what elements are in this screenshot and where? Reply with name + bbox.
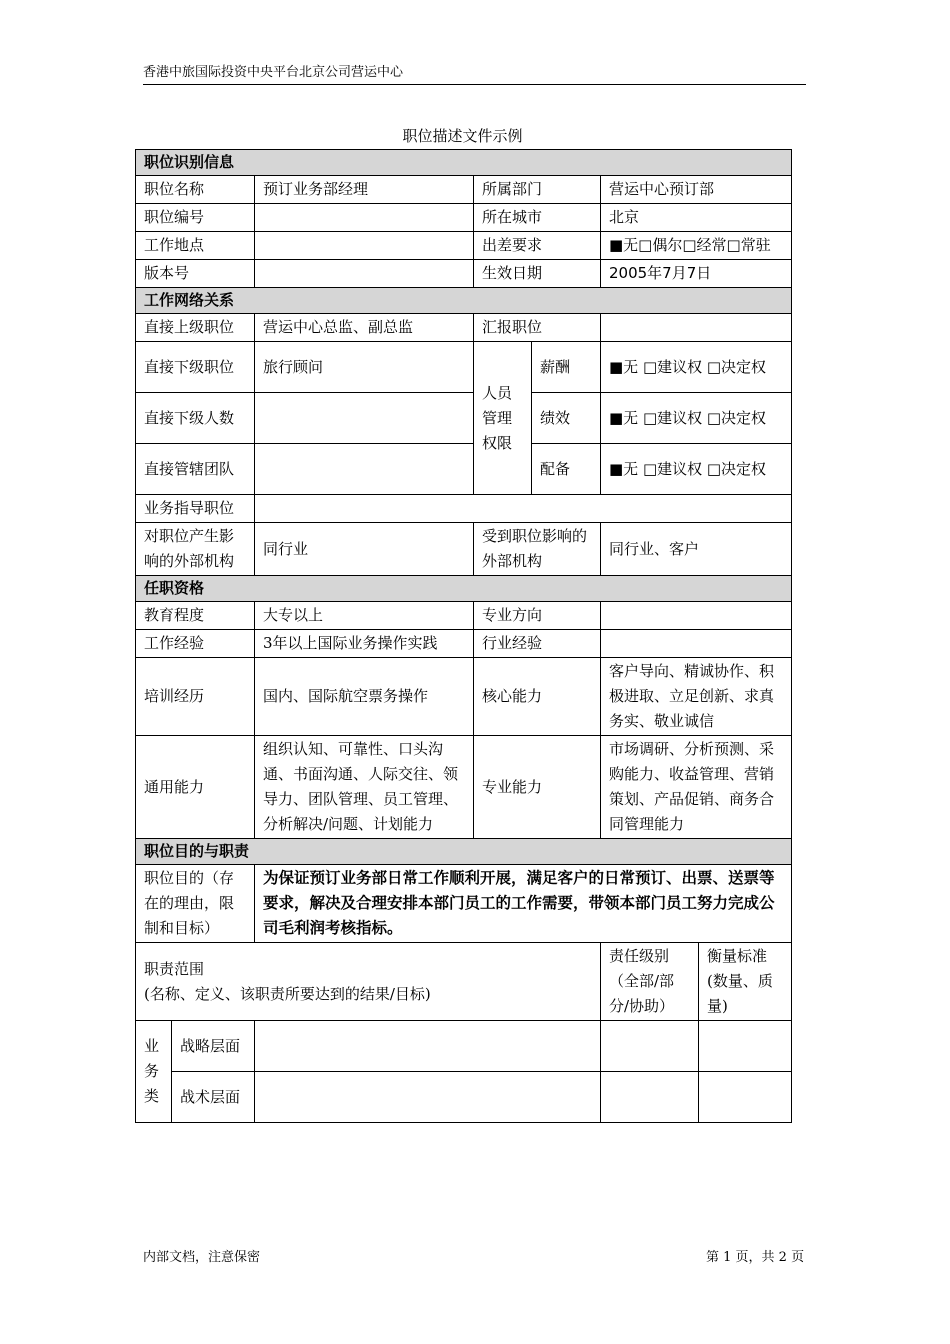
cell-value: [255, 495, 792, 523]
cell-label: 直接管辖团队: [136, 444, 255, 495]
cell-value: 营运中心预订部: [601, 176, 792, 204]
cell-value: 市场调研、分析预测、采购能力、收益管理、营销策划、产品促销、商务合同管理能力: [601, 736, 792, 839]
section-row-purpose: [136, 839, 792, 865]
section-row-identity: [136, 150, 792, 176]
cell-value: [699, 1021, 792, 1072]
measure-header: 衡量标准(数量、质量): [699, 943, 792, 1021]
table-row: [136, 232, 792, 260]
cell-value: [601, 602, 792, 630]
cell-label: 所在城市: [474, 204, 601, 232]
cell-label: 职位目的（存在的理由，限制和目标）: [136, 865, 255, 943]
table-row: [136, 342, 792, 393]
section-row-qualification: [136, 576, 792, 602]
footer-page-number: 第 1 页，共 2 页: [706, 1250, 805, 1265]
table-row: [136, 630, 792, 658]
table-row: [136, 204, 792, 232]
table-row: [136, 495, 792, 523]
table-row: [136, 602, 792, 630]
cell-label: 业务指导职位: [136, 495, 255, 523]
cell-label: 绩效: [532, 393, 601, 444]
footer-confidential: 内部文档，注意保密: [143, 1250, 261, 1265]
cell-label: 出差要求: [474, 232, 601, 260]
cell-label: 直接下级人数: [136, 393, 255, 444]
section-title-qualification: 任职资格: [136, 576, 792, 602]
cell-label: 核心能力: [474, 658, 601, 736]
cell-label: 生效日期: [474, 260, 601, 288]
section-row-network: [136, 288, 792, 314]
purpose-text: 为保证预订业务部日常工作顺利开展，满足客户的日常预订、出票、送票等要求，解决及合理安排本部门员工的工作需要，带领本部门员工努力完成公司毛利润考核指标。: [255, 865, 792, 943]
cell-label: 教育程度: [136, 602, 255, 630]
cell-value: ■无□偶尔□经常□常驻: [601, 232, 792, 260]
scope-subtitle: (名称、定义、该职责所要达到的结果/目标): [144, 984, 431, 1003]
cell-label: 战略层面: [172, 1021, 255, 1072]
cell-label: 薪酬: [532, 342, 601, 393]
table-row: [136, 523, 792, 576]
table-row: [136, 393, 792, 444]
cell-label: 培训经历: [136, 658, 255, 736]
table-row: [136, 1072, 792, 1123]
cell-label: 配备: [532, 444, 601, 495]
table-row: [136, 736, 792, 839]
table-row: [136, 444, 792, 495]
cell-value: [601, 1021, 699, 1072]
cell-label: 直接下级职位: [136, 342, 255, 393]
cell-label: 工作地点: [136, 232, 255, 260]
scope-label: 职责范围: [144, 959, 205, 978]
cell-label: 对职位产生影响的外部机构: [136, 523, 255, 576]
cell-value: [255, 1021, 601, 1072]
cell-value: [601, 314, 792, 342]
cell-label: 汇报职位: [474, 314, 601, 342]
cell-label: 所属部门: [474, 176, 601, 204]
cell-value: [601, 630, 792, 658]
table-row: [136, 314, 792, 342]
table-row: [136, 658, 792, 736]
cell-value: [699, 1072, 792, 1123]
biz-category-label: 业务类: [136, 1021, 172, 1123]
cell-label: 专业能力: [474, 736, 601, 839]
cell-label: 人员管理权限: [474, 342, 532, 495]
cell-value: 国内、国际航空票务操作: [255, 658, 474, 736]
cell-label: 工作经验: [136, 630, 255, 658]
cell-label: 专业方向: [474, 602, 601, 630]
table-row: [136, 176, 792, 204]
cell-label: 职位名称: [136, 176, 255, 204]
table-row: [136, 943, 792, 1021]
cell-value: 营运中心总监、副总监: [255, 314, 474, 342]
cell-value: 北京: [601, 204, 792, 232]
page-header: 香港中旅国际投资中央平台北京公司营运中心: [143, 64, 806, 85]
cell-value: [255, 204, 474, 232]
cell-value: ■无 □建议权 □决定权: [601, 342, 792, 393]
cell-value: 2005年7月7日: [601, 260, 792, 288]
table-row: [136, 260, 792, 288]
cell-label: 直接上级职位: [136, 314, 255, 342]
cell-value: [255, 260, 474, 288]
cell-label: 职位编号: [136, 204, 255, 232]
cell-label: 受到职位影响的外部机构: [474, 523, 601, 576]
cell-label: 版本号: [136, 260, 255, 288]
cell-label: 战术层面: [172, 1072, 255, 1123]
cell-value: 组织认知、可靠性、口头沟通、书面沟通、人际交往、领导力、团队管理、员工管理、分析解决/问题、计划能力: [255, 736, 474, 839]
cell-value: 3年以上国际业务操作实践: [255, 630, 474, 658]
cell-value: 客户导向、精诚协作、积极进取、立足创新、求真务实、敬业诚信: [601, 658, 792, 736]
cell-value: 同行业: [255, 523, 474, 576]
level-header: 责任级别（全部/部分/协助）: [601, 943, 699, 1021]
cell-value: [255, 444, 474, 495]
cell-value: 同行业、客户: [601, 523, 792, 576]
cell-value: 旅行顾问: [255, 342, 474, 393]
cell-value: 预订业务部经理: [255, 176, 474, 204]
table-row: [136, 1021, 792, 1072]
cell-value: [255, 393, 474, 444]
scope-header: [136, 943, 601, 1021]
cell-value: [255, 1072, 601, 1123]
section-title-identity: 职位识别信息: [136, 150, 792, 176]
cell-value: ■无 □建议权 □决定权: [601, 444, 792, 495]
cell-label: 通用能力: [136, 736, 255, 839]
table-row: [136, 865, 792, 943]
section-title-purpose: 职位目的与职责: [136, 839, 792, 865]
section-title-network: 工作网络关系: [136, 288, 792, 314]
cell-value: 大专以上: [255, 602, 474, 630]
cell-label: 行业经验: [474, 630, 601, 658]
cell-value: ■无 □建议权 □决定权: [601, 393, 792, 444]
cell-value: [255, 232, 474, 260]
document-title: 职位描述文件示例: [402, 127, 523, 145]
job-description-table: [135, 149, 792, 1123]
cell-value: [601, 1072, 699, 1123]
